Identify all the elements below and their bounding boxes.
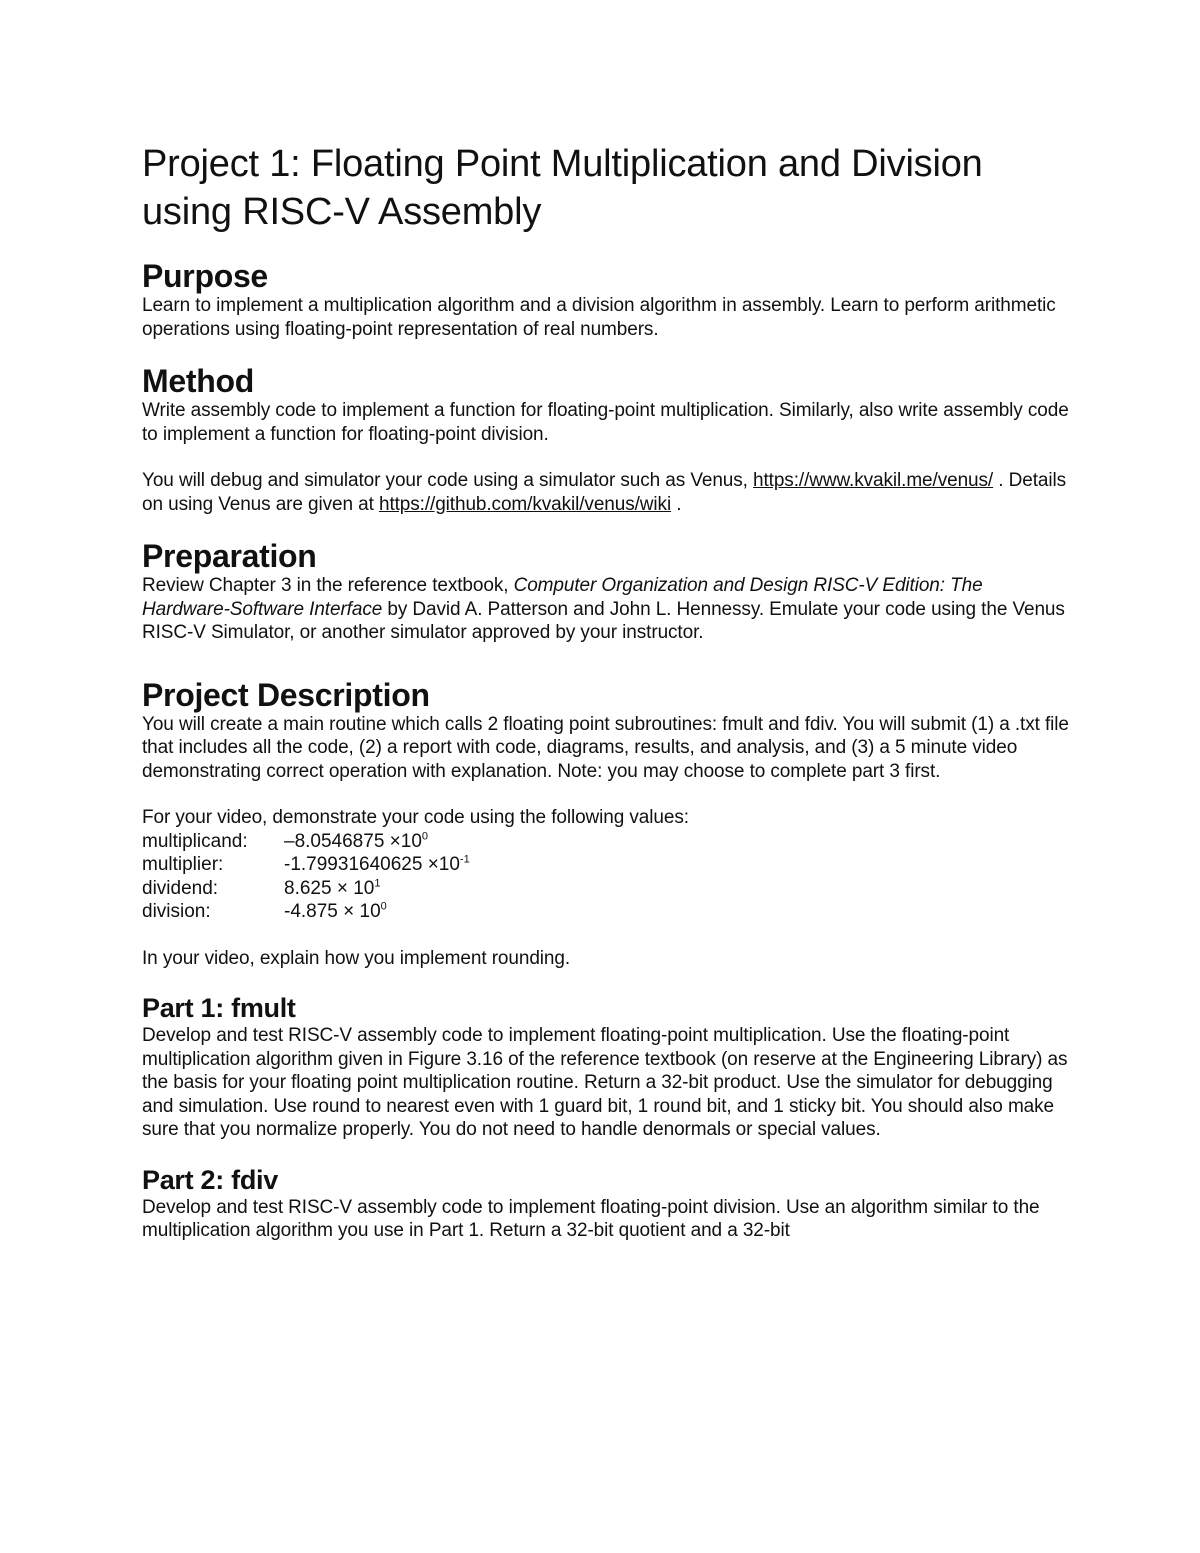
value-label: dividend: <box>142 877 219 899</box>
method-text-2-mid: . Details on using Venus are given at <box>142 470 1067 515</box>
method-section <box>142 363 1072 516</box>
preparation-text-post: by David A. Patterson and John L. Hennessy. Emulate your code using the Venus RISC-V Simulator, or another simulator approved by your instructor. <box>142 598 1065 643</box>
value-number: $-8.0546875 \times 10^0$ <box>284 830 429 852</box>
value-exponent: 0 <box>421 830 429 843</box>
value-row <box>142 900 1072 924</box>
part1-text: Develop and test RISC-V assembly code to implement floating-point multiplication. Use the floating-point multiplication algorithm given in Figure 3.16 of the reference textbook (on reserve at the Engineering Library) as the basis for your floating point multiplication routine. Return a 32-bit product. Use the simulator for debugging and simulation. Use round to nearest even with 1 guard bit, 1 round bit, and 1 sticky bit. You should also make sure that you normalize properly. You do not need to handle denormals or special values. <box>142 1025 1068 1140</box>
value-exponent: 0 <box>380 900 387 913</box>
preparation-text-pre: Review Chapter 3 in the reference textbook, <box>142 575 514 596</box>
part2-text: Develop and test RISC-V assembly code to implement floating-point division. Use an algorithm similar to the multiplication algorithm you use in Part 1. Return a 32-bit quotient and a 32-bit <box>142 1196 1040 1241</box>
method-text-2-post: . <box>671 493 682 515</box>
value-number: $8.625 \times 10^1$ <box>284 877 381 899</box>
preparation-text <box>142 574 1072 645</box>
document-page <box>142 140 1072 1265</box>
value-row <box>142 877 1072 901</box>
value-label: multiplicand: <box>142 830 248 852</box>
venus-link[interactable]: https://www.kvakil.me/venus/ <box>753 470 994 491</box>
part1-section <box>142 992 1072 1142</box>
description-section <box>142 677 1072 971</box>
venus-wiki-link[interactable]: https://github.com/kvakil/venus/wiki <box>378 493 672 515</box>
method-text-2-pre: You will debug and simulator your code using a simulator such as Venus, <box>142 470 754 491</box>
value-number: $-1.79931640625 \times 10^{-1}$ <box>284 853 470 875</box>
value-label: multiplier: <box>142 854 224 875</box>
purpose-section <box>142 258 1072 341</box>
part2-section <box>142 1164 1072 1243</box>
textbook-title: Computer Organization and Design RISC-V Edition: The Hardware-Software Interface <box>142 575 983 620</box>
description-heading: Project Description <box>142 676 430 713</box>
preparation-section <box>142 538 1072 645</box>
value-number: $-4.875 \times 10^0$ <box>284 900 387 922</box>
value-row <box>142 830 1072 854</box>
part1-heading: Part 1: fmult <box>142 993 296 1023</box>
method-text-2 <box>142 469 1072 516</box>
value-exponent: 1 <box>374 877 381 890</box>
purpose-heading: Purpose <box>142 258 268 294</box>
rounding-text: In your video, explain how you implement rounding. <box>142 947 571 969</box>
preparation-heading: Preparation <box>142 538 317 574</box>
method-text-1: Write assembly code to implement a function for floating-point multiplication. Similarly, also write assembly code to implement a function for floating-point division. <box>142 400 1069 445</box>
values-list <box>142 830 1072 924</box>
purpose-text: Learn to implement a multiplication algorithm and a division algorithm in assembly. Learn to perform arithmetic operations using floating-point representation of real numbers. <box>142 295 1056 340</box>
value-row <box>142 853 1072 877</box>
page-title: Project 1: Floating Point Multiplication and Division using RISC-V Assembly <box>142 143 983 233</box>
values-intro: For your video, demonstrate your code using the following values: <box>142 807 689 828</box>
part2-heading: Part 2: fdiv <box>142 1164 278 1195</box>
value-exponent: -1 <box>459 853 470 866</box>
method-heading: Method <box>142 363 254 399</box>
value-label: division: <box>142 901 211 922</box>
description-text: You will create a main routine which calls 2 floating point subroutines: fmult and fdiv. You will submit (1) a .txt file that includes all the code, (2) a report with code, diagrams, results, and analysis, and (3) a 5 minute video demonstrating correct operation with explanation. Note: you may choose to complete part 3 first. <box>142 713 1069 782</box>
